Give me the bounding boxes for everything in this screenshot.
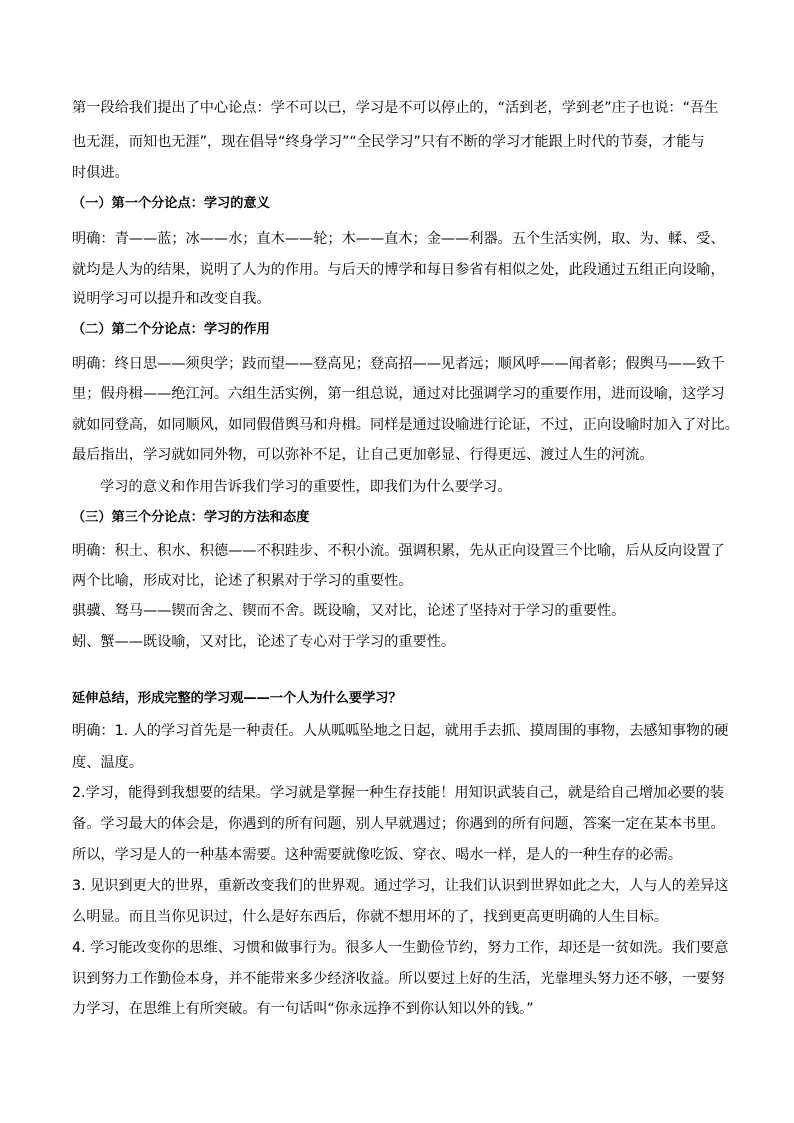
extension-line-1: 明确：1. 人的学习首先是一种责任。人从呱呱坠地之日起，就用手去抓、摸周围的事物，去感知事物的硬 bbox=[72, 723, 729, 739]
extension-line-2: 度、温度。 bbox=[72, 755, 143, 771]
section2-line-4: 最后指出，学习就如同外物，可以弥补不足，让自己更加彰显、行得更远、渡过人生的河流。 bbox=[72, 447, 654, 463]
extension-line-6: 3. 见识到更大的世界，重新改变我们的世界观。通过学习，让我们认识到世界如此之大，人与人的差异这 bbox=[72, 878, 729, 894]
extension-line-9: 识到努力工作勤俭本身，并不能带来多少经济收益。所以要过上好的生活，光靠埋头努力还不够，一要努 bbox=[72, 971, 725, 987]
section3-heading: （三）第三个分论点：学习的方法和态度 bbox=[72, 510, 310, 525]
section3-line-4: 蚓、蟹——既设喻，又对比，论述了专心对于学习的重要性。 bbox=[72, 634, 456, 650]
extension-line-8: 4. 学习能改变你的思维、习惯和做事行为。很多人一生勤俭节约，努力工作，却还是一贫如洗。我们要意 bbox=[72, 940, 729, 956]
section1-line-3: 说明学习可以提升和改变自我。 bbox=[72, 291, 271, 307]
section3-line-2: 两个比喻，形成对比，论述了积累对于学习的重要性。 bbox=[72, 573, 413, 589]
extension-line-7: 么明显。而且当你见识过，什么是好东西后，你就不想用坏的了，找到更高更明确的人生目标。 bbox=[72, 909, 668, 925]
section3-line-3: 骐骥、驽马——锲而舍之、锲而不舍。既设喻，又对比，论述了坚持对于学习的重要性。 bbox=[72, 603, 626, 619]
intro-line-2: 也无涯，而知也无涯”，现在倡导“终身学习”“全民学习”只有不断的学习才能跟上时代的节奏，才能与 bbox=[72, 134, 705, 150]
intro-line-1: 第一段给我们提出了中心论点：学不可以已，学习是不可以停止的，“活到老，学到老”庄子也说：“吾生 bbox=[72, 100, 719, 116]
extension-line-4: 备。学习最大的体会是，你遇到的所有问题，别人早就遇过；你遇到的所有问题，答案一定在某本书里。 bbox=[72, 816, 725, 832]
section2-line-2: 里；假舟楫——绝江河。六组生活实例，第一组总说，通过对比强调学习的重要作用，进而设喻，这学习 bbox=[72, 386, 725, 402]
extension-line-3: 2.学习，能得到我想要的结果。学习就是掌握一种生存技能！用知识武装自己，就是给自己增加必要的装 bbox=[72, 785, 724, 801]
section3-line-1: 明确：积土、积水、积德——不积跬步、不积小流。强调积累，先从正向设置三个比喻，后从反向设置了 bbox=[72, 543, 725, 559]
extension-heading: 延伸总结，形成完整的学习观——一个人为什么要学习？ bbox=[72, 691, 402, 706]
extension-line-5: 所以，学习是人的一种基本需要。这种需要就像吃饭、穿衣、喝水一样，是人的一种生存的必需。 bbox=[72, 847, 683, 863]
extension-line-10: 力学习，在思维上有所突破。有一句话叫“你永远挣不到你认知以外的钱。” bbox=[72, 1001, 534, 1017]
section2-summary: 学习的意义和作用告诉我们学习的重要性，即我们为什么要学习。 bbox=[100, 479, 512, 495]
section1-line-2: 就均是人为的结果，说明了人为的作用。与后天的博学和每日参省有相似之处，此段通过五组正向设喻， bbox=[72, 262, 725, 278]
intro-line-3: 时俱进。 bbox=[72, 165, 129, 181]
section1-heading: （一）第一个分论点：学习的意义 bbox=[72, 196, 270, 211]
section2-line-3: 就如同登高，如同顺风，如同假借舆马和舟楫。同样是通过设喻进行论证，不过，正向设喻时加入了对比。 bbox=[72, 417, 739, 433]
section2-heading: （二）第二个分论点：学习的作用 bbox=[72, 322, 270, 337]
section2-line-1: 明确：终日思——须臾学；跂而望——登高见；登高招——见者远；顺风呼——闻者彰；假舆马——致千 bbox=[72, 356, 725, 372]
section1-line-1: 明确：青——蓝；冰——水；直木——轮；木——直木；金——利器。五个生活实例，取、为、輮、受、 bbox=[72, 231, 725, 247]
